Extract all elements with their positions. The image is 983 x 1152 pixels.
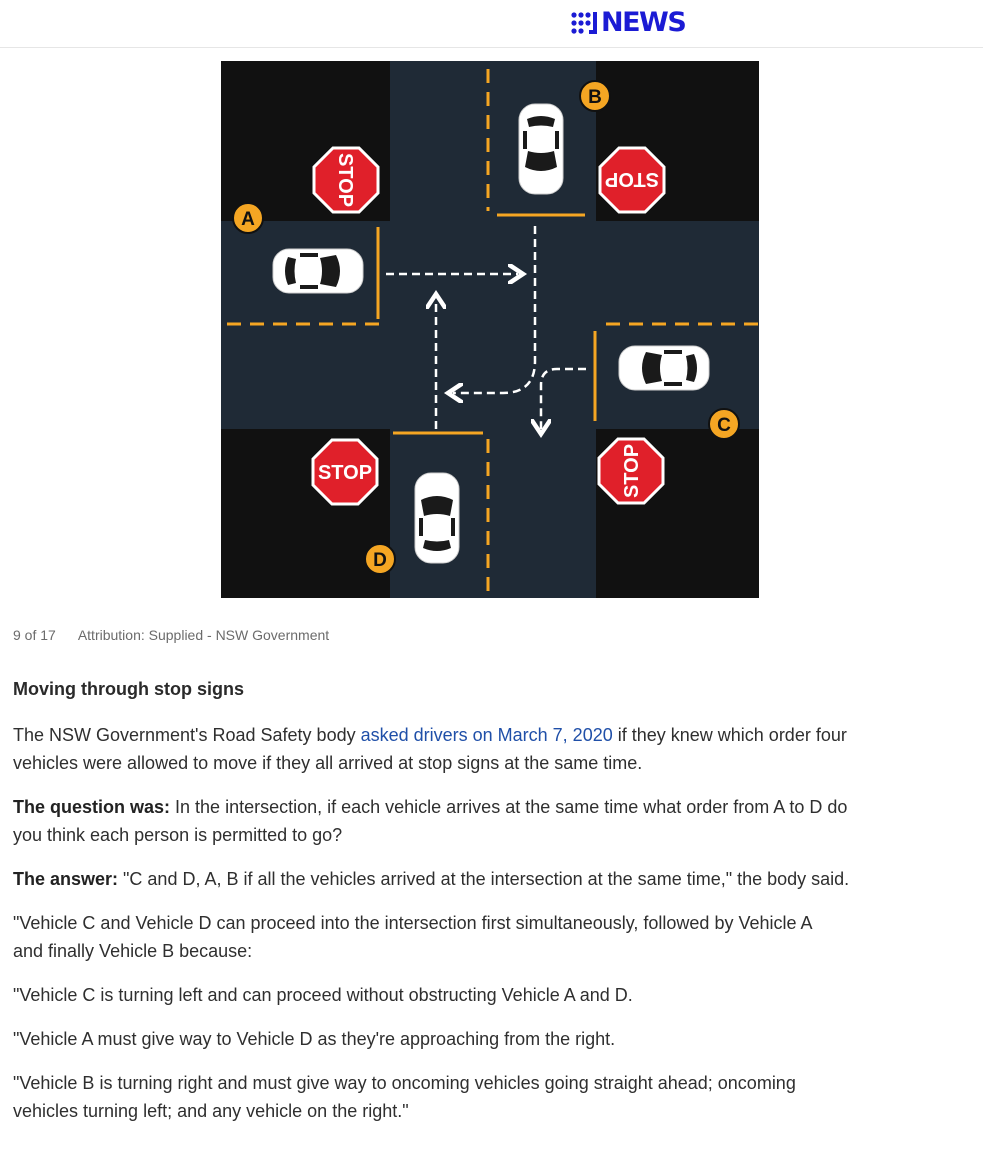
gallery-counter: 9 of 17: [13, 627, 56, 643]
answer-label: The answer:: [13, 869, 119, 889]
svg-text:B: B: [588, 87, 602, 108]
vehicle-badge-c: [709, 409, 739, 439]
svg-text:STOP: STOP: [604, 168, 660, 190]
vehicle-b-car: [519, 104, 563, 194]
vehicle-badge-a: [233, 203, 263, 233]
asked-drivers-link[interactable]: asked drivers on March 7, 2020: [360, 725, 613, 745]
svg-text:C: C: [717, 415, 731, 436]
paragraph-4: "Vehicle C and Vehicle D can proceed into the intersection first simultaneously, followed by Vehicle A and finally Vehicle B because:: [13, 913, 813, 961]
stop-sign: [313, 440, 377, 504]
vehicle-badge-b: [580, 81, 610, 111]
nine-dots-icon: [571, 10, 597, 36]
svg-text:A: A: [241, 209, 255, 230]
stop-sign: [599, 439, 663, 503]
svg-text:STOP: STOP: [621, 443, 643, 499]
paragraph-7: "Vehicle B is turning right and must give way to oncoming vehicles going straight ahead; oncoming vehicles turning left; and any vehicle on the right.": [13, 1073, 796, 1121]
question-label: The question was:: [13, 797, 171, 817]
svg-text:STOP: STOP: [334, 152, 356, 208]
stop-sign: [600, 148, 664, 212]
stop-sign: [314, 148, 378, 212]
svg-text:STOP: STOP: [317, 462, 373, 484]
paragraph-5: "Vehicle C is turning left and can proceed without obstructing Vehicle A and D.: [13, 985, 633, 1005]
article-body: [13, 676, 971, 1141]
paragraph-question: The question was: In the intersection, if each vehicle arrives at the same time what order from A to D do you think each person is permitted to go?: [13, 797, 848, 845]
vehicle-badge-d: [365, 544, 395, 574]
gallery-caption: [13, 627, 329, 643]
paragraph-6: "Vehicle A must give way to Vehicle D as they're approaching from the right.: [13, 1029, 616, 1049]
logo-text: NEWS: [601, 7, 686, 38]
site-header: [0, 0, 983, 48]
intersection-diagram[interactable]: [221, 61, 759, 598]
vehicle-a-car: [273, 249, 363, 293]
paragraph-1: The NSW Government's Road Safety body asked drivers on March 7, 2020 if they knew which order four vehicles were allowed to move if they all arrived at stop signs at the same time.: [13, 725, 847, 773]
article-heading: Moving through stop signs: [13, 679, 244, 699]
image-attribution: Attribution: Supplied - NSW Government: [77, 627, 330, 643]
vehicle-c-car: [619, 346, 709, 390]
vehicle-d-car: [415, 473, 459, 563]
nine-news-logo[interactable]: [571, 8, 685, 38]
paragraph-answer: The answer: "C and D, A, B if all the vehicles arrived at the intersection at the same time," the body said.: [13, 869, 850, 889]
svg-text:D: D: [373, 550, 387, 571]
